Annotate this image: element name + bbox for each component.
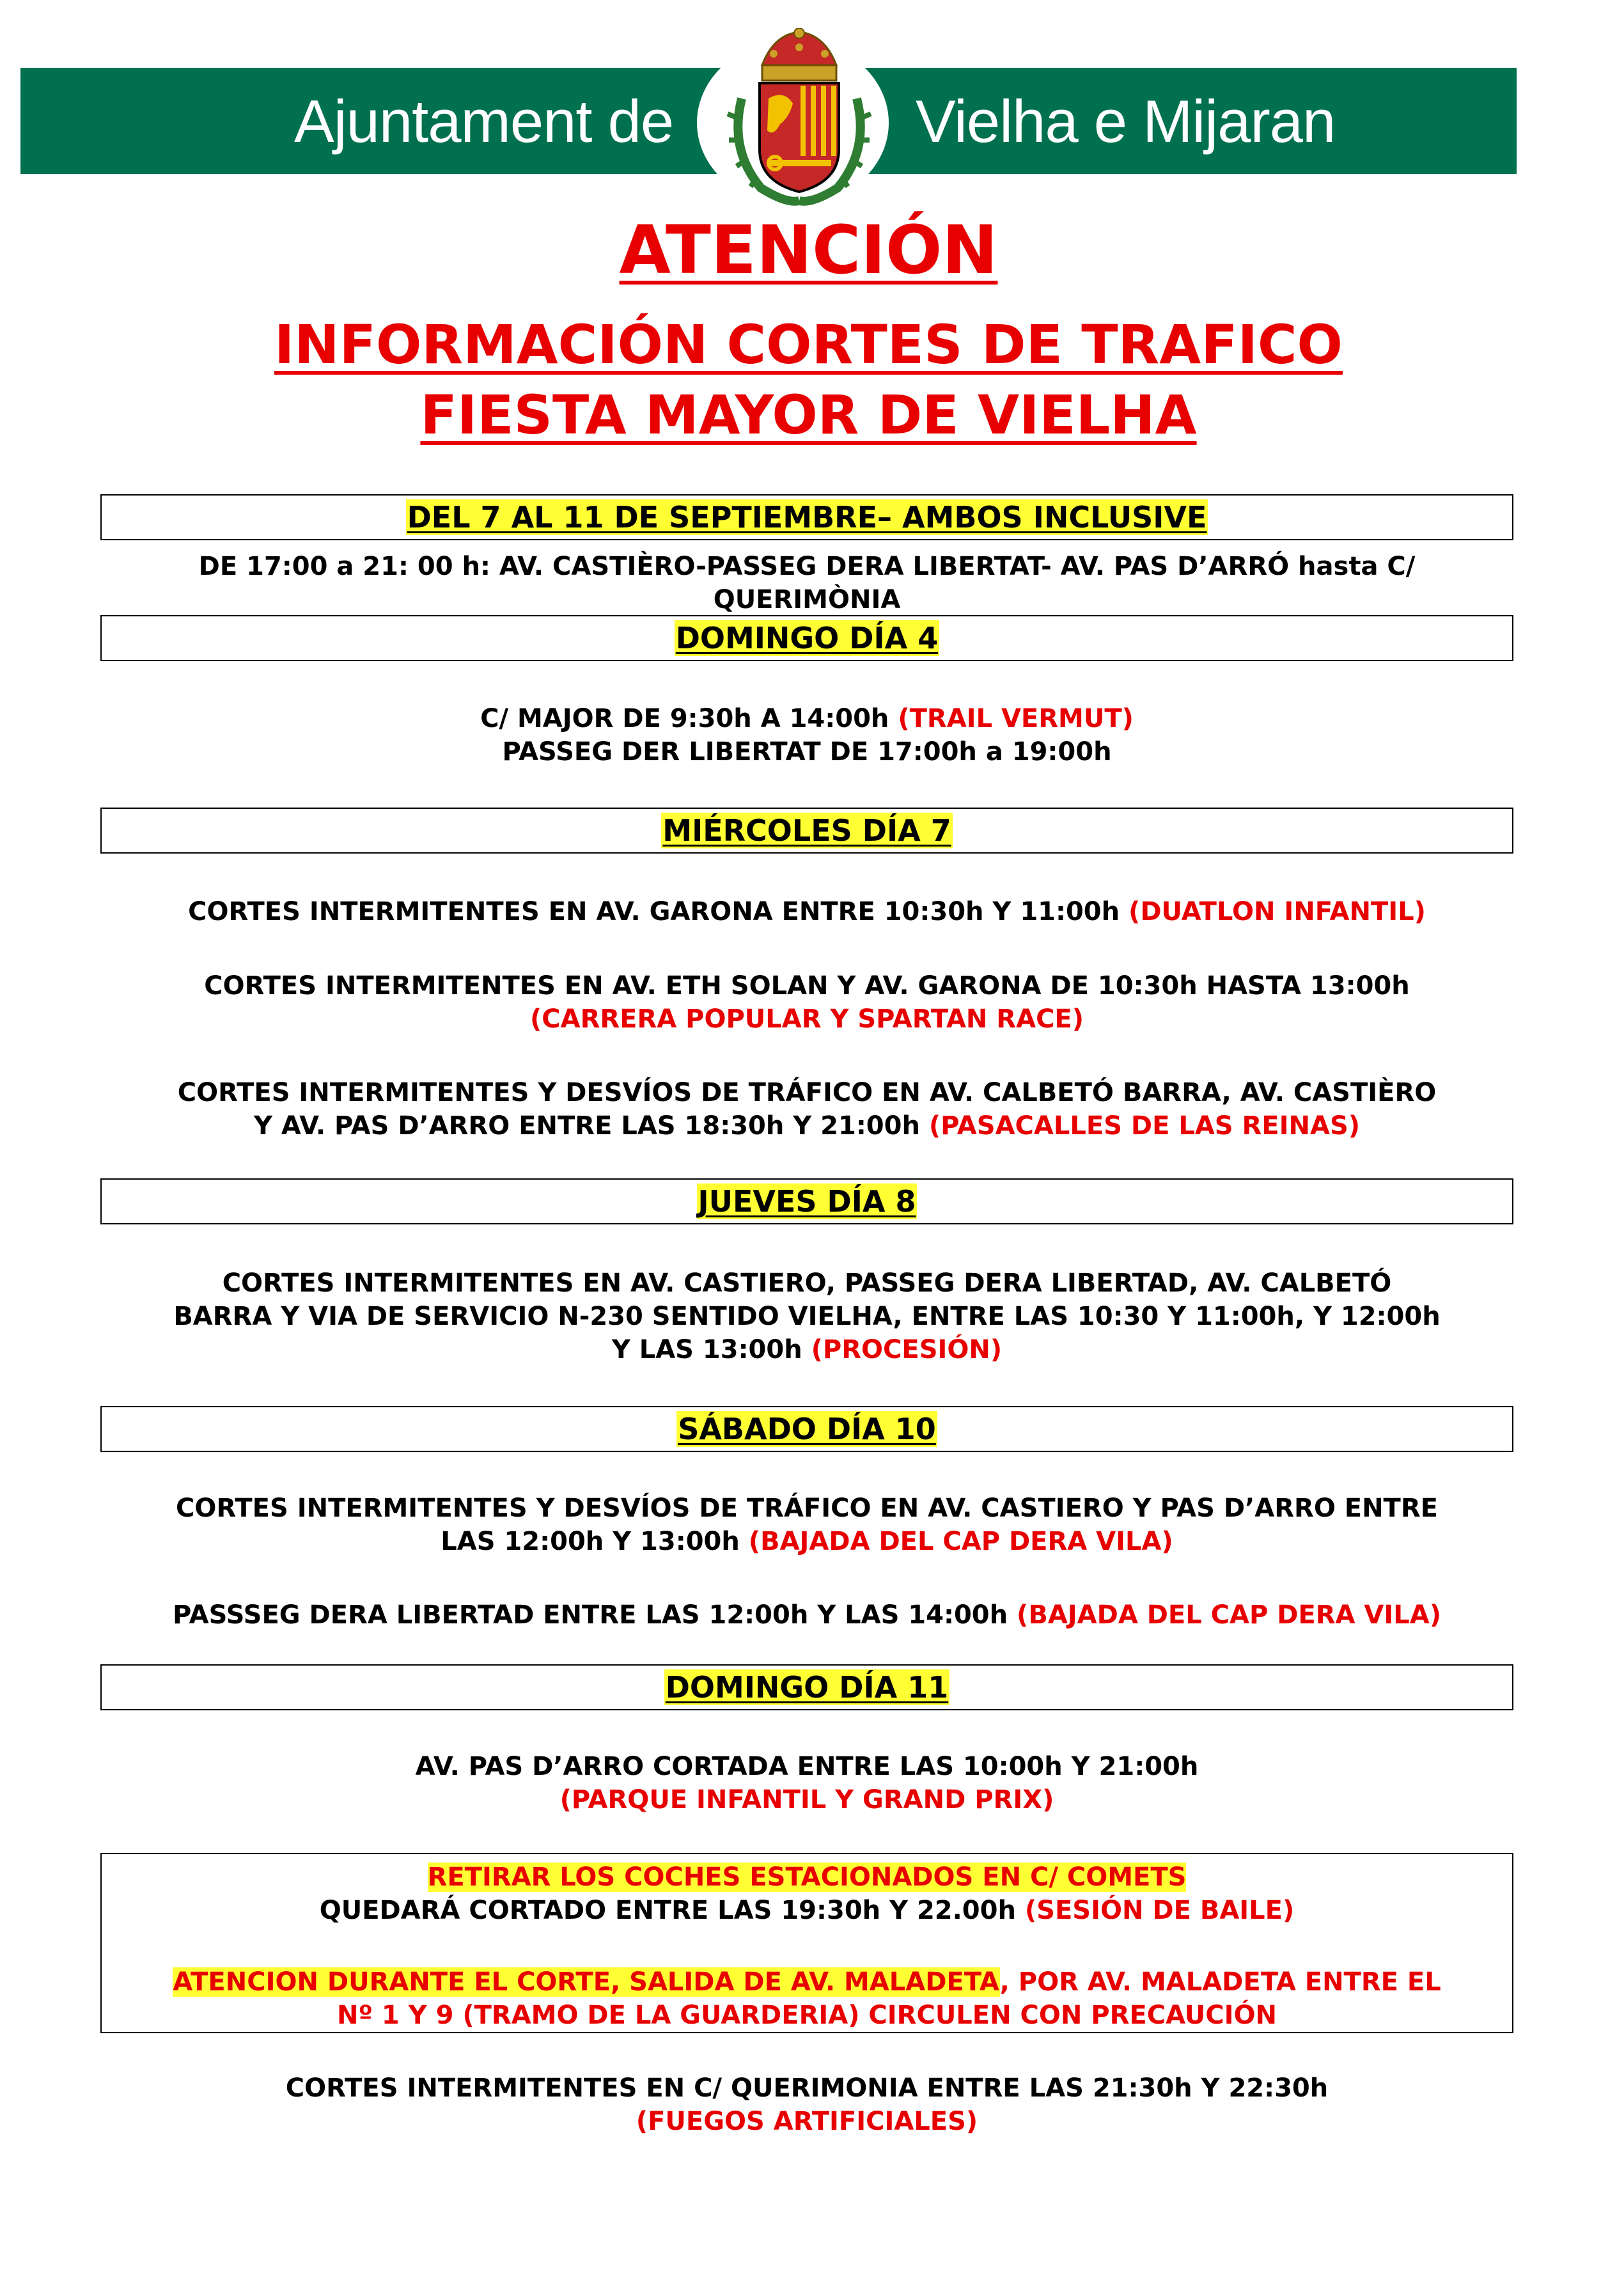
highlighted-warning: RETIRAR LOS COCHES ESTACIONADOS EN C/ COMETS xyxy=(427,1863,1187,1892)
section-text xyxy=(100,1750,1513,1816)
event-label: (BAJADA DEL CAP DERA VILA) xyxy=(1017,1600,1441,1630)
event-label: (PROCESIÓN) xyxy=(811,1335,1003,1364)
section-heading: SÁBADO DÍA 10 xyxy=(678,1412,936,1446)
text-line xyxy=(100,1894,1513,1927)
text-segment: LAS 12:00h Y 13:00h xyxy=(441,1527,749,1556)
section-heading: JUEVES DÍA 8 xyxy=(698,1184,916,1219)
section-heading: DEL 7 AL 11 DE SEPTIEMBRE– AMBOS INCLUSIVE xyxy=(407,500,1207,535)
header-left-text: Ajuntament de xyxy=(294,88,674,155)
text-segment: PASSSEG DERA LIBERTAD ENTRE LAS 12:00h Y LAS 14:00h xyxy=(173,1600,1017,1630)
section-heading: MIÉRCOLES DÍA 7 xyxy=(662,813,951,848)
subtitle-fiesta: FIESTA MAYOR DE VIELHA xyxy=(420,384,1197,446)
text-segment: , POR AV. MALADETA ENTRE EL xyxy=(999,1967,1441,1997)
section-text xyxy=(100,969,1513,1036)
text-line: PASSEG DER LIBERTAT DE 17:00h a 19:00h xyxy=(502,737,1112,767)
section-text xyxy=(100,1076,1513,1143)
text-line: CORTES INTERMITENTES EN AV. ETH SOLAN Y AV. GARONA DE 10:30h HASTA 13:00h xyxy=(204,971,1410,1001)
text-line xyxy=(100,1965,1513,1999)
text-line xyxy=(100,1598,1513,1632)
section-heading-box xyxy=(100,808,1513,854)
parking-notice xyxy=(100,1861,1513,1927)
subtitle-traffic-info: INFORMACIÓN CORTES DE TRAFICO xyxy=(274,313,1343,376)
section-text xyxy=(100,2072,1513,2138)
text-line: CORTES INTERMITENTES Y DESVÍOS DE TRÁFICO EN AV. CALBETÓ BARRA, AV. CASTIÈRO xyxy=(177,1078,1437,1107)
text-line xyxy=(100,1333,1513,1366)
text-line: CORTES INTERMITENTES EN AV. CASTIERO, PASSEG DERA LIBERTAD, AV. CALBETÓ xyxy=(222,1269,1392,1298)
section-text xyxy=(100,550,1513,616)
event-label: (SESIÓN DE BAILE) xyxy=(1024,1896,1295,1925)
section-heading-box xyxy=(100,1664,1513,1710)
section-heading-box xyxy=(100,1178,1513,1224)
event-label: (FUEGOS ARTIFICIALES) xyxy=(636,2107,978,2136)
coat-of-arms-icon xyxy=(723,28,876,207)
highlighted-warning: ATENCION DURANTE EL CORTE, SALIDA DE AV. MALADETA xyxy=(173,1967,1000,1997)
text-segment: CORTES INTERMITENTES EN AV. GARONA ENTRE 10:30h Y 11:00h xyxy=(188,897,1129,926)
header-right-text: Vielha e Mijaran xyxy=(916,88,1336,155)
text-line: CORTES INTERMITENTES Y DESVÍOS DE TRÁFICO EN AV. CASTIERO Y PAS D’ARRO ENTRE xyxy=(176,1494,1438,1523)
text-line: Nº 1 Y 9 (TRAMO DE LA GUARDERIA) CIRCULEN CON PRECAUCIÓN xyxy=(336,2001,1277,2030)
event-label: (PASACALLES DE LAS REINAS) xyxy=(928,1111,1361,1141)
event-label: (TRAIL VERMUT) xyxy=(898,704,1134,733)
text-line xyxy=(100,1861,1513,1894)
text-line xyxy=(100,1109,1513,1143)
section-heading-box xyxy=(100,1406,1513,1452)
text-line: QUERIMÒNIA xyxy=(713,585,901,614)
section-text xyxy=(100,1598,1513,1632)
section-text xyxy=(100,895,1513,928)
text-segment: QUEDARÁ CORTADO ENTRE LAS 19:30h Y 22.00h xyxy=(319,1896,1025,1925)
section-heading: DOMINGO DÍA 4 xyxy=(675,621,939,655)
text-line: BARRA Y VIA DE SERVICIO N-230 SENTIDO VIELHA, ENTRE LAS 10:30 Y 11:00h, Y 12:00h xyxy=(173,1302,1441,1331)
text-line xyxy=(100,702,1513,735)
section-heading-box xyxy=(100,615,1513,661)
event-label: (PARQUE INFANTIL Y GRAND PRIX) xyxy=(559,1785,1054,1815)
text-segment: Y LAS 13:00h xyxy=(611,1335,811,1364)
event-label: (DUATLON INFANTIL) xyxy=(1129,897,1426,926)
text-segment: C/ MAJOR DE 9:30h A 14:00h xyxy=(480,704,898,733)
event-label: (BAJADA DEL CAP DERA VILA) xyxy=(748,1527,1173,1556)
section-text xyxy=(100,702,1513,769)
section-heading: DOMINGO DÍA 11 xyxy=(665,1670,949,1705)
text-line: CORTES INTERMITENTES EN C/ QUERIMONIA ENTRE LAS 21:30h Y 22:30h xyxy=(285,2073,1329,2103)
text-line xyxy=(100,1525,1513,1558)
text-segment: Y AV. PAS D’ARRO ENTRE LAS 18:30h Y 21:00h xyxy=(253,1111,929,1141)
main-title: ATENCIÓN xyxy=(619,211,998,289)
event-label: (CARRERA POPULAR Y SPARTAN RACE) xyxy=(529,1004,1084,1034)
text-line xyxy=(100,895,1513,928)
section-heading-box xyxy=(100,494,1513,540)
text-line: AV. PAS D’ARRO CORTADA ENTRE LAS 10:00h Y 21:00h xyxy=(415,1752,1199,1781)
text-line: DE 17:00 a 21: 00 h: AV. CASTIÈRO-PASSEG DERA LIBERTAT- AV. PAS D’ARRÓ hasta C/ xyxy=(198,552,1416,581)
caution-notice xyxy=(100,1965,1513,2032)
section-text xyxy=(100,1492,1513,1558)
section-text xyxy=(100,1267,1513,1366)
